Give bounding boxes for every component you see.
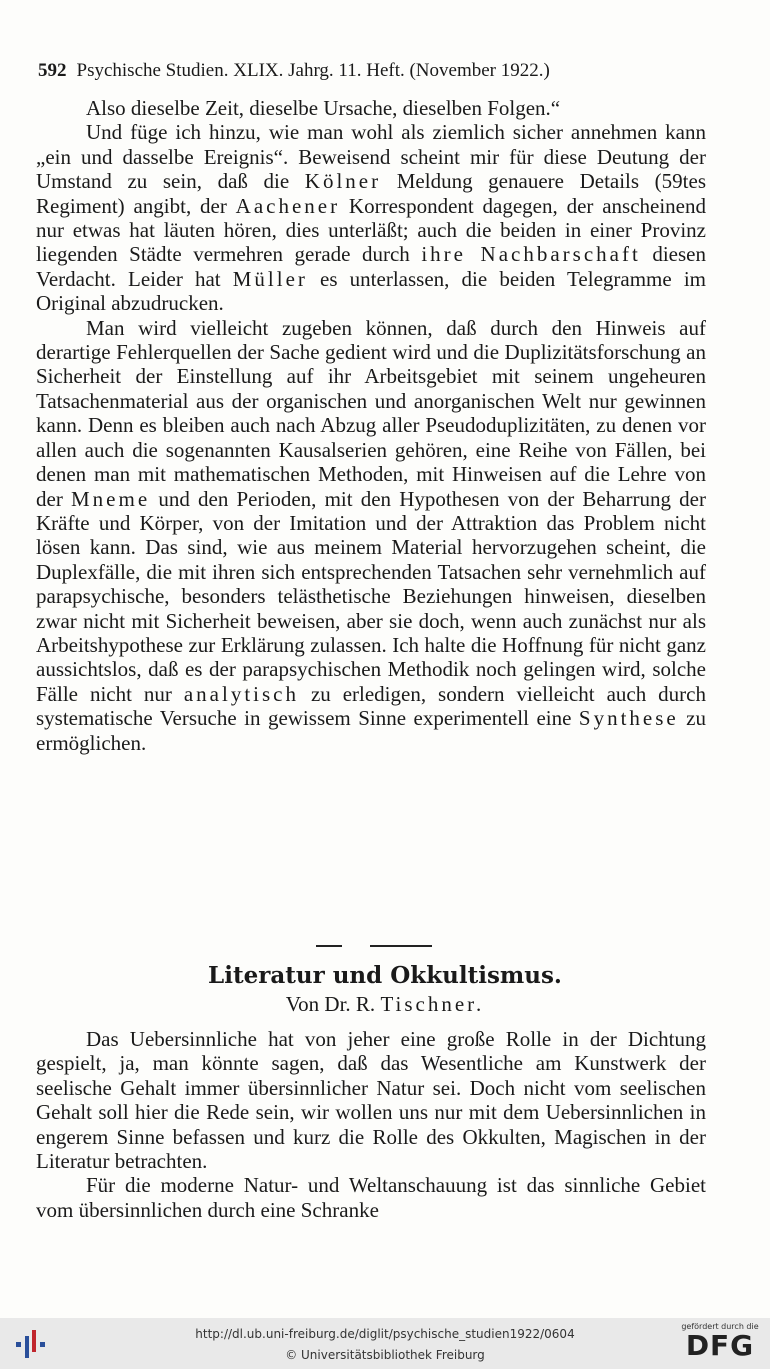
dfg-logo-text: DFG [685, 1329, 755, 1362]
dfg-logo[interactable] [680, 1322, 760, 1361]
page-number: 592 [38, 60, 67, 81]
paragraph: Für die moderne Natur- und Weltanschauung ist das sinnliche Gebiet vom übersinnlichen durch eine Schranke [36, 1173, 706, 1222]
text-run: diesen Verdacht. Leider hat [36, 242, 706, 291]
paragraph [36, 316, 706, 755]
continuation-text [36, 96, 706, 755]
spaced-text: ihre Nachbarschaft [421, 242, 641, 267]
section-divider [370, 945, 432, 947]
running-header [38, 60, 738, 82]
copyright-notice: © Universitätsbibliothek Freiburg [285, 1348, 485, 1362]
spaced-text: Kölner [304, 169, 382, 194]
text-run: und den Perioden, mit den Hypothesen von der Beharrung der Kräfte und Körper, von der Imitation und der Attraktion das Problem nicht lösen kann. Das sind, wie aus meinem Material hervorzugehen scheint, die Duplexfälle, die mit ihren sich entsprechenden Tatsachen sehr vernehmlich auf parapsychische, besonders telästhetische Beziehungen hinweisen, dieselben zwar nicht mit Sicherheit beweisen, aber sie doch, wenn auch zunächst nur als Arbeitshypothese zur Erklärung zulassen. Ich halte die Hoffnung für nicht ganz aussichtslos, daß es der parapsychischen Methodik noch gelingen wird, solche Fälle nicht nur [36, 486, 706, 706]
text-run: Korrespondent dagegen, der anscheinend nur etwas hat läuten hören, dies unterläßt; auch die beiden in einer Provinz liegenden Städte vermehren gerade durch [36, 193, 706, 267]
text-run: Man wird vielleicht zugeben können, daß durch den Hinweis auf derartige Fehlerquellen der Sache gedient wird und die Duplizitätsforschung an Sicherheit der Einstellung auf ihr Arbeitsgebiet mit seinem ungeheuren Tatsachenmaterial aus der organischen und anorganischen Welt nur gewinnen kann. Denn es bleiben auch nach Abzug aller Pseudoduplizitäten, zu denen vor allen auch die sogenannten Kausalserien gehören, eine Reihe von Fällen, bei denen man mit mathematischen Methoden, mit Hinweisen auf die Lehre von der [36, 315, 706, 511]
paragraph: Das Uebersinnliche hat von jeher eine große Rolle in der Dichtung gespielt, ja, man könnte sagen, daß das Wesentliche am Kunstwerk der seelische Gehalt immer übersinnlicher Natur sei. Doch nicht vom seelischen Gehalt soll hier die Rede sein, wir wollen uns nur mit dem Uebersinnlichen in engerem Sinne befassen und kurz die Rolle des Okkulten, Magischen in der Literatur betrachten. [36, 1027, 706, 1174]
paragraph [36, 120, 706, 315]
article-body [36, 1027, 706, 1222]
spaced-text: Müller [232, 266, 308, 291]
text-run: Und füge ich hinzu, wie man wohl als ziemlich sicher annehmen kann „ein und dasselbe Ereignis“. Beweisend scheint mir für diese Deutung der Umstand zu sein, daß die [36, 120, 706, 194]
viewer-footer [0, 1318, 770, 1369]
text-run: zu erledigen, sondern vielleicht auch durch systematische Versuche in gewissem Sinne experimentell eine [36, 681, 706, 731]
text-run: es unterlassen, die beiden Telegramme im Original abzudrucken. [36, 266, 706, 316]
source-url-link[interactable]: http://dl.ub.uni-freiburg.de/diglit/psychische_studien1922/0604 [195, 1327, 575, 1341]
spaced-text: Mneme [71, 486, 151, 511]
text-run: Also dieselbe Zeit, dieselbe Ursache, dieselben Folgen.“ [86, 96, 561, 120]
article-title: Literatur und Okkultismus. [208, 962, 562, 989]
text-run: Meldung genauere Details (59tes Regiment) angibt, der [36, 169, 706, 218]
author-prefix: Von Dr. R. [285, 992, 381, 1016]
paragraph [36, 96, 706, 120]
spaced-text: analytisch [183, 681, 299, 706]
spaced-text: Aachener [235, 193, 341, 218]
section-divider [316, 945, 342, 947]
dfg-caption: gefördert durch die [681, 1322, 759, 1331]
article-author [0, 992, 770, 1017]
running-title: Psychische Studien. XLIX. Jahrg. 11. Heft. (November 1922.) [76, 60, 550, 81]
author-name: Tischner. [380, 992, 485, 1016]
text-run: zu ermöglichen. [36, 706, 707, 755]
spaced-text: Synthese [578, 706, 679, 731]
